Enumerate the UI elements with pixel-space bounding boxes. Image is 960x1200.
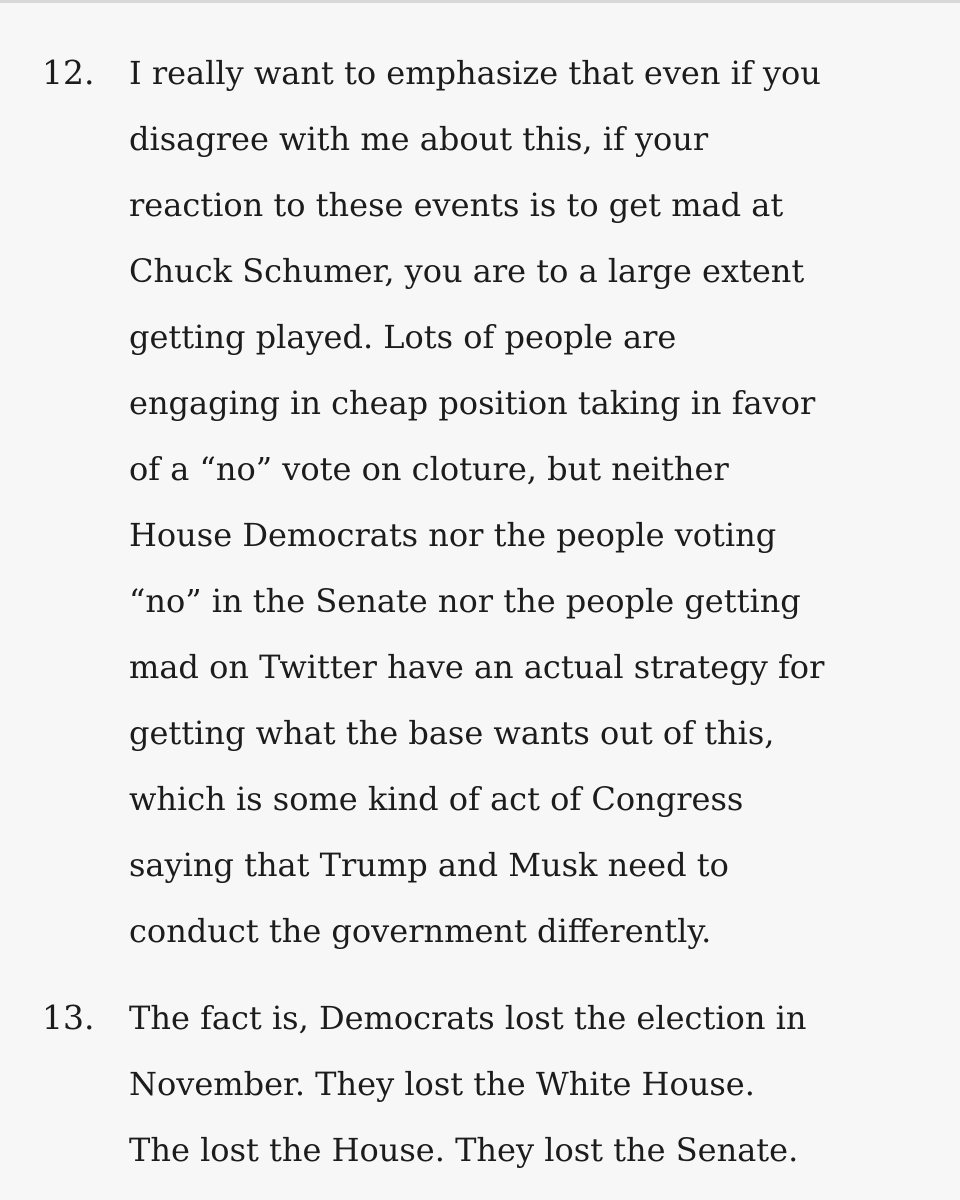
- text-line: mad on Twitter have an actual strategy for: [129, 648, 825, 686]
- text-line: House Democrats nor the people voting: [129, 516, 777, 554]
- list-item-number: 13.: [42, 998, 95, 1037]
- list-item-text: [129, 40, 929, 964]
- text-line: engaging in cheap position taking in favor: [129, 384, 816, 422]
- text-line: November. They lost the White House.: [129, 1065, 755, 1103]
- text-line: conduct the government differently.: [129, 912, 712, 950]
- text-line: getting what the base wants out of this,: [129, 714, 775, 752]
- list-item-number: 12.: [42, 53, 95, 92]
- text-line: The lost the House. They lost the Senate.: [129, 1131, 799, 1169]
- text-line: saying that Trump and Musk need to: [129, 846, 729, 884]
- text-line: which is some kind of act of Congress: [129, 780, 744, 818]
- text-line: The fact is, Democrats lost the election in: [129, 999, 807, 1037]
- text-line: I really want to emphasize that even if you: [129, 54, 821, 92]
- text-line: of a “no” vote on cloture, but neither: [129, 450, 729, 488]
- text-line: “no” in the Senate nor the people getting: [129, 582, 801, 620]
- text-line: disagree with me about this, if your: [129, 120, 709, 158]
- text-line: getting played. Lots of people are: [129, 318, 677, 356]
- text-line: Chuck Schumer, you are to a large extent: [129, 252, 805, 290]
- text-line: reaction to these events is to get mad at: [129, 186, 784, 224]
- list-item-text: [129, 985, 929, 1183]
